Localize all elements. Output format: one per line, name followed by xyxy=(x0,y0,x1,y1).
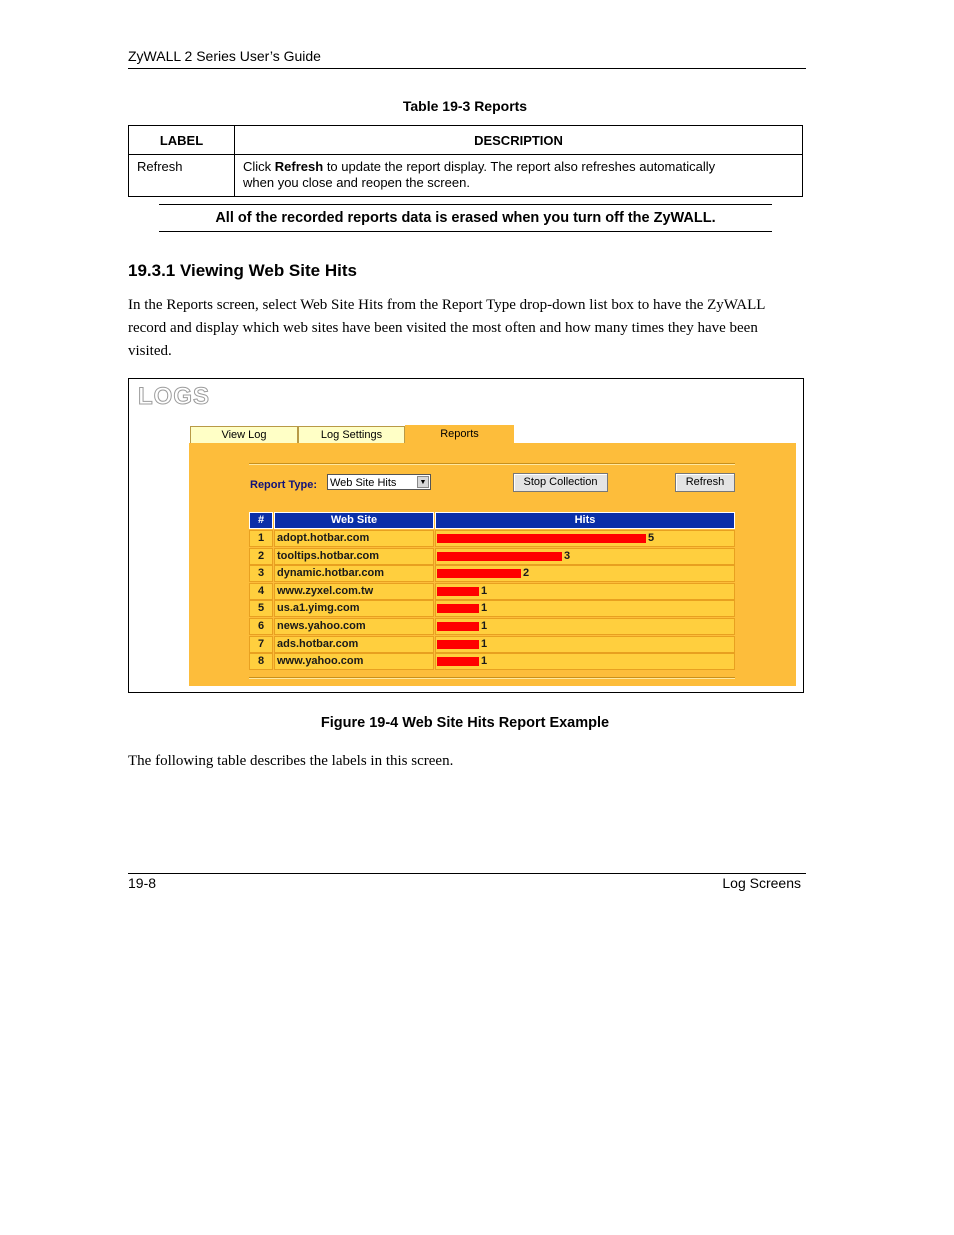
divider-bottom xyxy=(249,677,735,679)
chevron-down-icon[interactable]: ▼ xyxy=(417,476,429,488)
hits-bar xyxy=(437,657,479,666)
refresh-button[interactable]: Refresh xyxy=(675,473,735,492)
hits-value: 2 xyxy=(523,567,530,580)
hits-bar xyxy=(437,569,521,578)
hits-bar xyxy=(437,587,479,596)
table-row xyxy=(249,548,735,565)
section-title: 19.3.1 Viewing Web Site Hits xyxy=(128,261,357,280)
hits-value: 1 xyxy=(481,584,488,597)
reports-panel xyxy=(189,443,796,686)
stop-collection-button[interactable]: Stop Collection xyxy=(513,473,608,492)
hits-bar xyxy=(437,552,562,561)
row-number: 8 xyxy=(249,653,273,670)
intro-paragraph: In the Reports screen, select Web Site Hits from the Report Type drop-down list box to have the ZyWALL record and display which web sites have been visited the most often and how many times they have been visited. xyxy=(128,297,766,359)
tab-view-log[interactable]: View Log xyxy=(190,426,298,444)
hits-value: 1 xyxy=(481,602,488,615)
table-row xyxy=(249,600,735,617)
col-hits-header: Hits xyxy=(435,512,735,529)
row-site: tooltips.hotbar.com xyxy=(274,548,434,565)
table-row xyxy=(129,155,803,197)
logs-screenshot xyxy=(128,378,804,693)
hits-bar xyxy=(437,534,646,543)
hits-bar xyxy=(437,622,479,631)
row-site: www.yahoo.com xyxy=(274,653,434,670)
hits-value: 3 xyxy=(564,549,571,562)
row-number: 7 xyxy=(249,636,273,653)
hits-value: 1 xyxy=(481,637,488,650)
hits-header-row xyxy=(249,512,735,529)
page-number: 19-8 xyxy=(128,875,157,891)
hits-bar xyxy=(437,640,479,649)
tab-log-settings[interactable]: Log Settings xyxy=(298,426,405,444)
row-site: adopt.hotbar.com xyxy=(274,530,434,547)
table-row xyxy=(249,530,735,547)
table-row xyxy=(249,583,735,600)
row-site: news.yahoo.com xyxy=(274,618,434,635)
row-number: 1 xyxy=(249,530,273,547)
col-site-header: Web Site xyxy=(274,512,434,529)
row-number: 5 xyxy=(249,600,273,617)
footer-section: Log Screens xyxy=(722,875,801,891)
row-hits xyxy=(435,653,735,670)
table-row xyxy=(249,565,735,582)
tab-reports[interactable]: Reports xyxy=(405,425,514,446)
row-hits xyxy=(435,618,735,635)
table-row xyxy=(249,618,735,635)
table-row xyxy=(249,636,735,653)
table-caption: Table 19-3 Reports xyxy=(402,98,528,114)
row-number: 6 xyxy=(249,618,273,635)
closing-paragraph: The following table describes the labels in this screen. xyxy=(128,753,454,769)
row-label: Refresh xyxy=(129,155,235,197)
hits-value: 1 xyxy=(481,620,488,632)
row-site: us.a1.yimg.com xyxy=(274,600,434,617)
row-number: 3 xyxy=(249,565,273,582)
col-num-header: # xyxy=(249,512,273,529)
hits-bar xyxy=(437,604,479,613)
col-description-header: DESCRIPTION xyxy=(235,126,803,155)
row-site: dynamic.hotbar.com xyxy=(274,565,434,582)
figure-caption: Figure 19-4 Web Site Hits Report Example xyxy=(320,715,610,731)
row-number: 4 xyxy=(249,583,273,600)
report-type-label: Report Type: xyxy=(250,479,318,491)
footer-rule xyxy=(128,873,806,874)
row-site: www.zyxel.com.tw xyxy=(274,583,434,600)
row-description: Click Refresh to update the report display. The report also refreshes automatically when you close and reopen the screen. xyxy=(235,155,803,197)
erase-note: All of the recorded reports data is erased when you turn off the ZyWALL. xyxy=(159,204,772,232)
row-hits xyxy=(435,548,735,565)
header-rule xyxy=(128,68,806,69)
reports-table xyxy=(128,125,803,197)
row-hits xyxy=(435,530,735,547)
hits-value: 5 xyxy=(648,532,655,544)
table-row xyxy=(249,653,735,670)
row-number: 2 xyxy=(249,548,273,565)
row-hits xyxy=(435,636,735,653)
divider-top xyxy=(249,463,735,465)
row-site: ads.hotbar.com xyxy=(274,636,434,653)
col-label-header: LABEL xyxy=(129,126,235,155)
row-hits xyxy=(435,600,735,617)
row-hits xyxy=(435,583,735,600)
report-type-select[interactable]: Web Site Hits ▼ xyxy=(327,474,431,490)
screen-title: LOGS xyxy=(138,383,211,410)
hits-value: 1 xyxy=(481,655,488,668)
row-hits xyxy=(435,565,735,582)
running-header: ZyWALL 2 Series User’s Guide xyxy=(128,48,321,64)
